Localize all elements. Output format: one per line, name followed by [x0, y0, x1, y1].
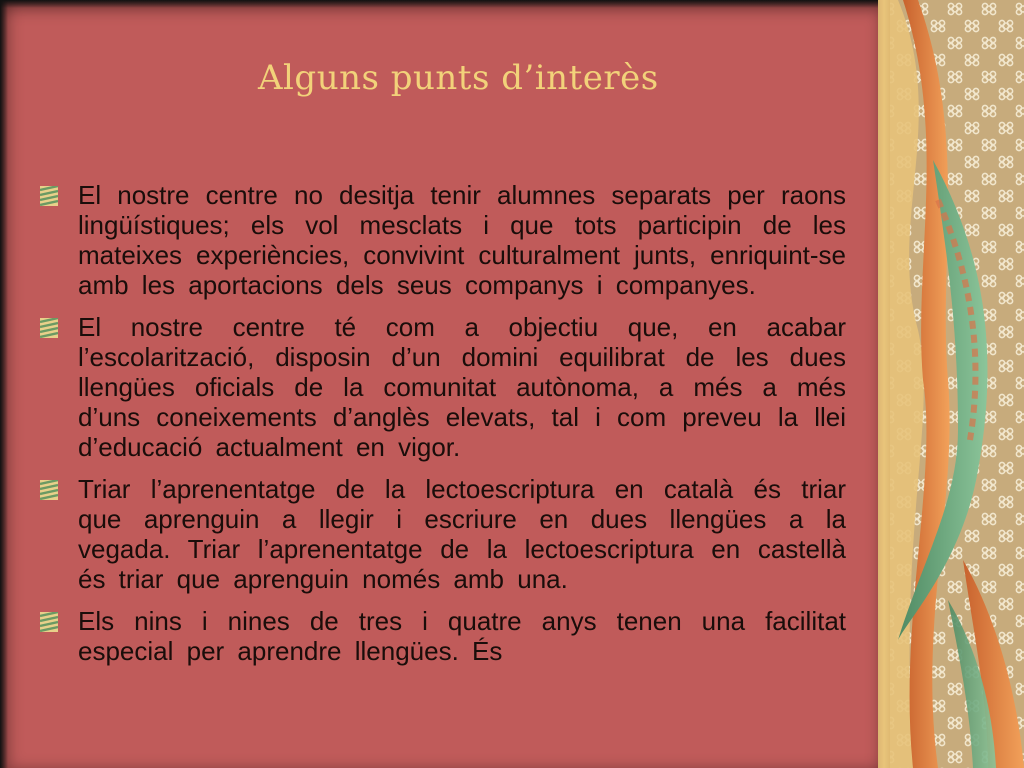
bullet-item	[40, 474, 846, 594]
striped-square-bullet-icon	[40, 318, 58, 338]
bullet-text: Els nins i nines de tres i quatre anys tenen una facilitat especial per aprendre llengües. És	[78, 606, 846, 666]
decorative-ribbon-border	[878, 0, 1024, 768]
bullet-text: Triar l’aprenentatge de la lectoescriptura en català és triar que aprenguin a llegir i escriure en dues llengües a la vegada. Triar l’aprenentatge de la lectoescriptura en castellà és triar que aprenguin només amb una.	[78, 474, 846, 594]
bullet-item	[40, 606, 846, 666]
striped-square-bullet-icon	[40, 612, 58, 632]
striped-square-bullet-icon	[40, 186, 58, 206]
slide-title: Alguns punts d’interès	[258, 58, 659, 98]
bullet-list	[40, 180, 846, 678]
left-shadow	[0, 0, 8, 768]
bullet-item	[40, 180, 846, 300]
top-shadow	[0, 0, 880, 8]
bullet-text: El nostre centre té com a objectiu que, en acabar l’escolarització, disposin d’un domini equilibrat de les dues llengües oficials de la comunitat autònoma, a més a més d’uns coneixements d’anglès elevats, tal i com preveu la llei d’educació actualment en vigor.	[78, 312, 846, 462]
bullet-item	[40, 312, 846, 462]
striped-square-bullet-icon	[40, 480, 58, 500]
bullet-text: El nostre centre no desitja tenir alumnes separats per raons lingüístiques; els vol mesclats i que tots participin de les mateixes experiències, convivint culturalment junts, enriquint-se amb les aportacions dels seus companys i companyes.	[78, 180, 846, 300]
